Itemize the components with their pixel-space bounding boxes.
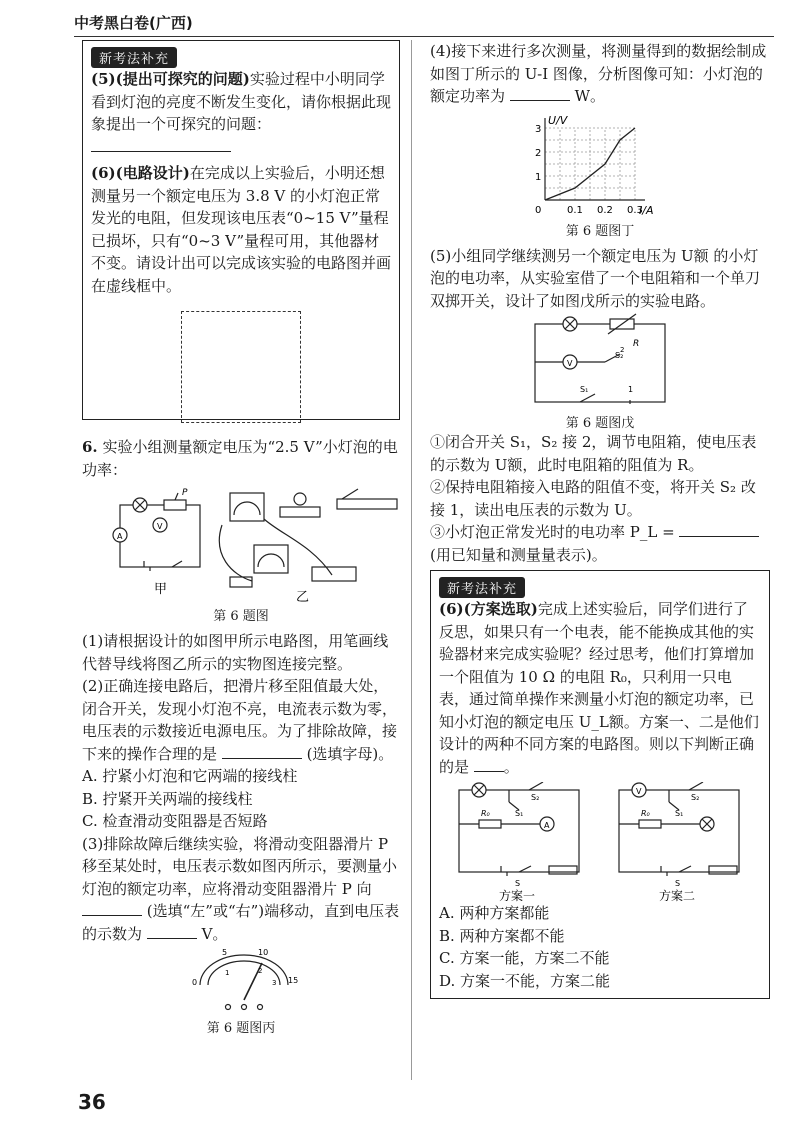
y-tick-label: 3 [535, 123, 542, 135]
voltmeter-dial [82, 945, 400, 1017]
x-tick-label: 0.2 [597, 204, 613, 216]
left-column [82, 40, 400, 1036]
new-exam-tag: 新考法补充 [91, 47, 177, 68]
svg-text:S₁: S₁ [515, 809, 524, 818]
svg-text:R₀: R₀ [481, 809, 490, 818]
scheme-2-label: 方案二 [659, 889, 696, 902]
scheme-1-label: 方案一 [499, 889, 536, 902]
page-number: 36 [78, 1090, 106, 1114]
sub-3-unit: V。 [201, 924, 228, 943]
option-a[interactable]: A. 两种方案都能 [439, 904, 550, 922]
q6-right-paragraph [439, 598, 761, 778]
book-title: 中考黑白卷(广西) [74, 14, 193, 32]
fig-caption-wu: 第 6 题图戊 [565, 416, 635, 431]
svg-text:S₂: S₂ [531, 793, 540, 802]
x-tick-label: 0.1 [567, 204, 583, 216]
step-3-text: ③小灯泡正常发光时的电功率 P_L = [430, 523, 675, 541]
step-3-blank[interactable] [679, 522, 759, 537]
dial-label-2: 2 [258, 967, 263, 975]
q5-text: 实验过程中小明同学看到灯泡的亮度不断发生变化，请你根据此现象提出一个可探究的问题： [91, 70, 392, 133]
fig-caption-bing: 第 6 题图丙 [206, 1021, 276, 1036]
svg-text:S₂: S₂ [691, 793, 700, 802]
schemes-figure [439, 782, 761, 902]
circuit-wu [430, 312, 770, 412]
svg-text:R: R [633, 339, 640, 349]
sub-2-option-a: A. 拧紧小灯泡和它两端的接线柱 [82, 767, 298, 785]
option-b[interactable]: B. 两种方案都不能 [439, 926, 565, 945]
svg-text:2: 2 [620, 346, 625, 354]
option-d[interactable]: D. 方案一不能，方案二能 [439, 971, 611, 990]
ui-chart [430, 110, 770, 220]
circuit-jia [113, 493, 200, 571]
sub-3-blank-voltage[interactable] [147, 924, 197, 939]
dashed-drawing-box[interactable] [181, 311, 301, 423]
sub-2-text: (2)正确连接电路后，把滑片移至阻值最大处，闭合开关，发现小灯泡不亮，电流表示数为零，电压表的示数接近电源电压。为了排除故障，接下来的操作合理的是 [82, 677, 398, 763]
svg-text:S₁: S₁ [675, 809, 684, 818]
sub-2-option-c: C. 检查滑动变阻器是否短路 [82, 812, 268, 830]
svg-text:V: V [567, 359, 573, 368]
right-column [430, 40, 770, 999]
dial-label-1: 1 [225, 969, 230, 977]
sub-3-text-b: (选填“左”或“右”)端移动，直到电压表的示数为 [82, 902, 400, 943]
sub-4-text: (4)接下来进行多次测量，将测量得到的数据绘制成如图丁所示的 U-I 图像，分析图像可知：小灯泡的额定功率为 [430, 42, 767, 105]
svg-text:A: A [544, 821, 550, 830]
new-exam-tag-right: 新考法补充 [439, 577, 525, 598]
q5-label: (5)(提出可探究的问题) [91, 70, 250, 88]
step-2: ②保持电阻箱接入电路的阻值不变，将开关 S₂ 改接 1，读出电压表的示数为 U。 [430, 478, 756, 519]
svg-text:S₂: S₂ [615, 351, 624, 360]
svg-text:S₁: S₁ [580, 385, 589, 394]
dial-label-10: 10 [258, 948, 269, 957]
q6-right-end: 。 [503, 757, 519, 776]
q5-answer-blank[interactable] [91, 137, 231, 152]
step-3-hint: (用已知量和测量量表示)。 [430, 545, 607, 564]
sub-4 [430, 40, 770, 108]
chart-xlabel: I/A [639, 203, 654, 217]
x-tick-label: 0.3 [627, 204, 643, 216]
sub-2-option-b: B. 拧紧开关两端的接线柱 [82, 789, 253, 808]
header-rule [74, 36, 774, 37]
dial-label-15: 15 [288, 976, 299, 985]
sub-3 [82, 833, 400, 946]
option-c[interactable]: C. 方案一能，方案二不能 [439, 949, 610, 967]
svg-text:S: S [515, 879, 521, 888]
q6-paragraph [91, 162, 391, 297]
figure-jia-yi [82, 485, 400, 605]
x-tick-label: 0 [535, 204, 542, 216]
fig-caption-ding: 第 6 题图丁 [565, 223, 635, 239]
svg-text:P: P [182, 488, 188, 498]
sub-2 [82, 675, 400, 765]
problem-6-number: 6. [82, 438, 98, 456]
q6-right-text: 完成上述实验后，同学们进行了反思，如果只有一个电表，能不能换成其他的实验器材来完成实验呢？经过思考，他们打算增加一个阻值为 10 Ω 的电阻 R₀，只利用一只电表，通过简单操作来测量小灯泡的额定功率，已知小灯泡的额定电压 U_L额。方案一、二是他们设计的两种不同方案的电路图。则以下判断正确的是 [439, 600, 759, 776]
problem-6-text: 实验小组测量额定电压为“2.5 V”小灯泡的电功率： [82, 438, 398, 479]
svg-text:R₀: R₀ [641, 809, 650, 818]
q6-right-blank[interactable] [474, 757, 504, 772]
svg-text:S: S [675, 879, 681, 888]
step-3 [430, 521, 770, 544]
dial-label-5: 5 [222, 948, 228, 957]
sub-2-blank[interactable] [222, 744, 302, 759]
apparatus-yi [219, 489, 397, 587]
svg-text:A: A [117, 532, 123, 541]
svg-text:V: V [157, 522, 163, 531]
sub-3-blank-direction[interactable] [82, 901, 142, 916]
fig-caption-6: 第 6 题图 [213, 609, 269, 624]
q5-paragraph [91, 68, 391, 158]
sub-1: (1)请根据设计的如图甲所示电路图，用笔画线代替导线将图乙所示的实物图连接完整。 [82, 632, 389, 673]
dial-label-3: 3 [272, 979, 277, 987]
y-tick-label: 1 [535, 171, 542, 183]
dial-label-0: 0 [192, 978, 198, 987]
new-exam-box-right [430, 570, 770, 999]
chart-ylabel: U/V [548, 113, 568, 127]
q6-label: (6)(电路设计) [91, 164, 190, 182]
sub-4-blank[interactable] [510, 86, 570, 101]
fig-jia-label: 甲 [154, 582, 168, 597]
step-1: ①闭合开关 S₁，S₂ 接 2，调节电阻箱，使电压表的示数为 U额，此时电阻箱的阻值为 R。 [430, 433, 757, 474]
problem-6-stem [82, 436, 400, 481]
sub-3-text-a: (3)排除故障后继续实验，将滑动变阻器滑片 P 移至某处时，电压表示数如图丙所示，要测量小灯泡的额定功率，应将滑动变阻器滑片 P 向 [82, 834, 398, 898]
sub-4-unit: W。 [574, 87, 605, 105]
fig-yi-label: 乙 [296, 590, 310, 605]
q6-text: 在完成以上实验后，小明还想测量另一个额定电压为 3.8 V 的小灯泡正常发光的电阻，但发现该电压表“0~15 V”量程已损坏，只有“0~3 V”量程可用，其他器材不变。请设计出可以完成该实验的电路图并画在虚线框中。 [91, 164, 392, 295]
new-exam-box-left [82, 40, 400, 420]
svg-text:1: 1 [628, 385, 634, 394]
svg-text:V: V [636, 787, 642, 796]
sub-5: (5)小组同学继续测另一个额定电压为 U额 的小灯泡的电功率，从实验室借了一个电阻箱和一个单刀双掷开关，设计了如图戊所示的实验电路。 [430, 246, 761, 310]
chart-ticks [535, 124, 643, 216]
column-divider [411, 40, 412, 1080]
sub-2-hint: (选填字母)。 [306, 744, 394, 763]
q6-right-label: (6)(方案选取) [439, 600, 538, 618]
y-tick-label: 2 [535, 147, 542, 159]
